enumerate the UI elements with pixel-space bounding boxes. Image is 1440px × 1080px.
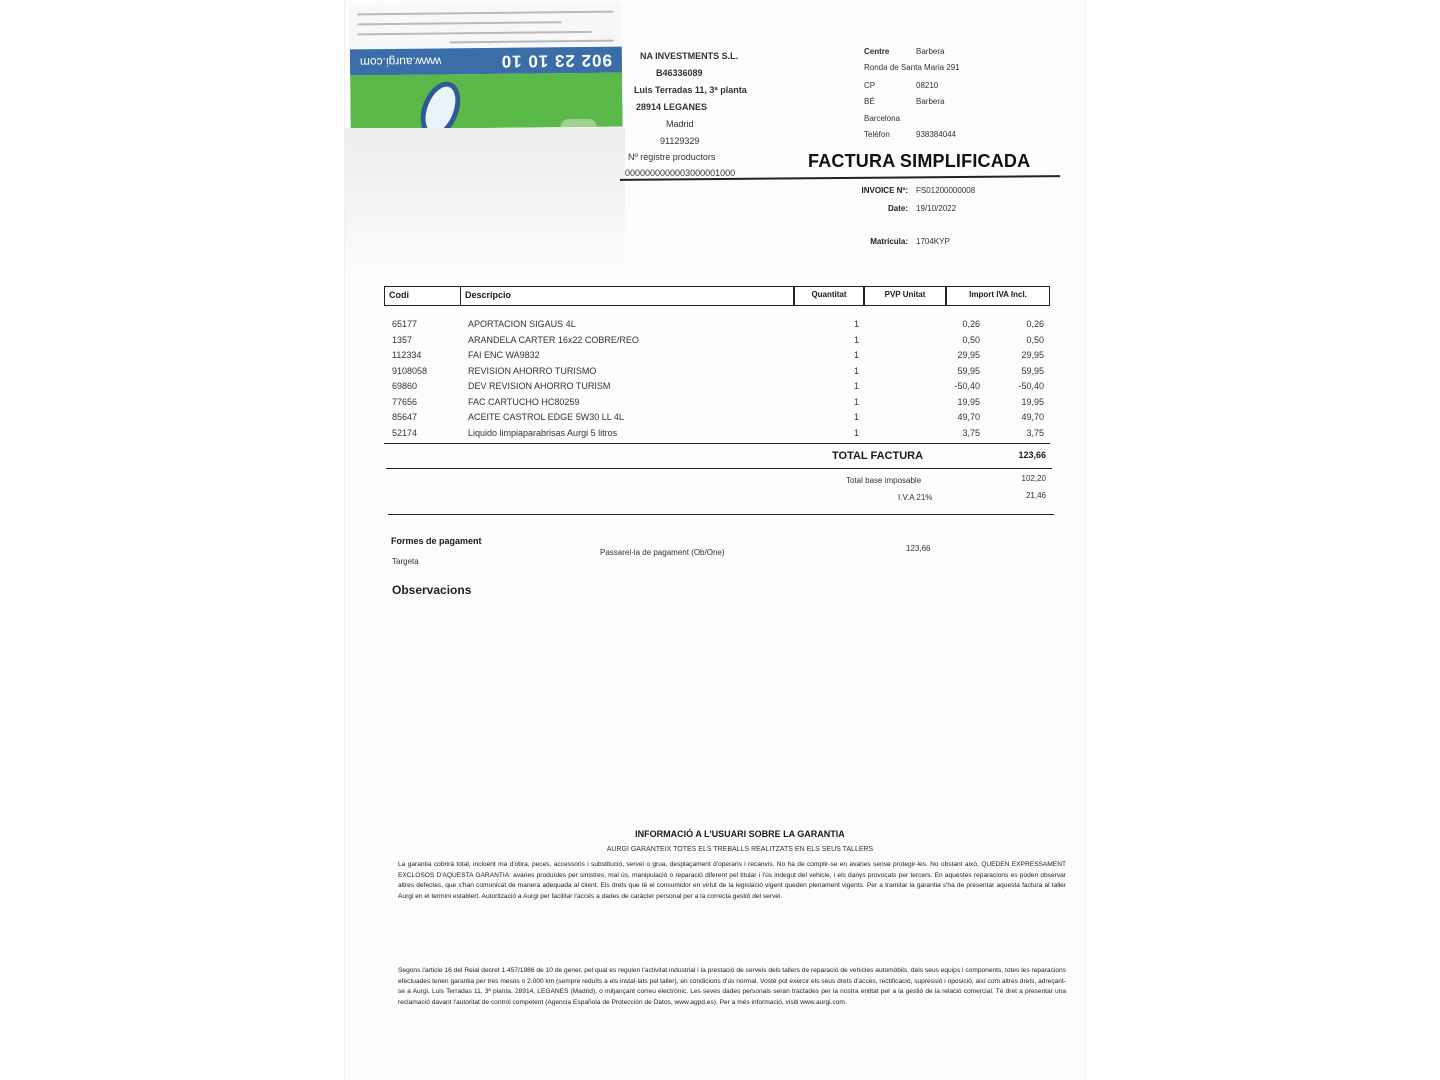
item-code: 77656 — [392, 396, 418, 407]
guarantee-subtitle: AURGI GARANTEIX TOTES ELS TREBALLS REALITZATS EN ELS SEUS TALLERS — [606, 846, 874, 853]
header-code: Codi — [384, 286, 462, 306]
total-rule — [386, 468, 1052, 469]
payment-gateway: Passarel·la de pagament (Ob/One) — [600, 548, 725, 557]
item-import: 0,50 — [1026, 334, 1044, 345]
item-code: 112334 — [392, 350, 422, 360]
company-registry-value: 0000000000003000001000 — [625, 168, 736, 178]
client-cp-label: CP — [864, 81, 876, 90]
item-quantity: 1 — [854, 334, 860, 345]
item-description: ACEITE CASTROL EDGE 5W30 LL 4L — [468, 412, 624, 422]
item-description: ARANDELA CARTER 16x22 COBRE/REO — [468, 334, 639, 345]
client-name-value: Barbera — [916, 47, 945, 56]
item-unit-price: 49,70 — [957, 412, 980, 422]
card-text-line — [358, 21, 562, 25]
item-unit-price: 59,95 — [957, 365, 980, 376]
client-phone-value: 938384044 — [916, 130, 957, 139]
total-value: 123,66 — [1018, 450, 1046, 460]
item-import: -50,40 — [1018, 381, 1044, 391]
iva-rule — [388, 514, 1054, 515]
company-city: 28914 LEGANES — [636, 102, 708, 112]
client-province: Barcelona — [864, 114, 901, 123]
item-import: 59,95 — [1021, 365, 1044, 376]
invoice-label: INVOICE Nº: — [861, 186, 908, 195]
item-import: 0,26 — [1026, 319, 1044, 329]
client-city-value: Barbera — [916, 97, 945, 106]
client-cp-value: 08210 — [916, 81, 939, 90]
table-row — [390, 428, 1050, 444]
item-import: 3,75 — [1026, 427, 1044, 438]
item-description: FAI ENC WA9832 — [468, 350, 540, 360]
base-value: 102,20 — [1021, 474, 1046, 483]
item-unit-price: -50,40 — [954, 381, 980, 391]
company-province: Madrid — [666, 119, 694, 129]
item-description: REVISION AHORRO TURISMO — [468, 365, 597, 376]
client-city-label: BÉ — [864, 97, 875, 106]
card-shadow — [345, 128, 625, 268]
table-row — [390, 412, 1050, 428]
client-address: Ronda de Santa Maria 291 — [864, 63, 960, 72]
card-text-line — [357, 11, 613, 16]
item-import: 49,70 — [1021, 412, 1044, 422]
item-description: FAC CARTUCHO HC80259 — [468, 396, 580, 407]
item-code: 1357 — [392, 334, 413, 345]
item-description: Liquido limpiaparabrisas Aurgi 5 litros — [468, 427, 618, 438]
table-row — [390, 397, 1050, 413]
document-title: FACTURA SIMPLIFICADA — [808, 151, 1031, 171]
item-unit-price: 0,26 — [962, 319, 980, 329]
iva-label: I.V.A 21% — [898, 493, 933, 502]
item-quantity: 1 — [854, 396, 860, 407]
card-green-panel — [350, 73, 623, 130]
invoice-value: FS01200000008 — [916, 186, 976, 195]
table-row — [390, 335, 1050, 351]
item-unit-price: 0,50 — [962, 334, 980, 345]
company-address: Luis Terradas 11, 3ª planta — [634, 85, 747, 95]
company-name: NA INVESTMENTS S.L. — [640, 51, 739, 61]
item-code: 65177 — [392, 319, 418, 329]
card-header — [349, 3, 621, 50]
payment-amount: 123,66 — [906, 544, 931, 553]
guarantee-title: INFORMACIÓ A L'USUARI SOBRE LA GARANTIA — [635, 829, 845, 839]
item-quantity: 1 — [854, 412, 860, 422]
item-description: APORTACION SIGAUS 4L — [468, 319, 576, 329]
plate-label: Matrícula: — [870, 237, 908, 246]
item-import: 19,95 — [1021, 396, 1044, 407]
date-label: Date: — [887, 204, 908, 213]
client-phone-label: Telèfon — [864, 130, 890, 139]
guarantee-paragraph: La garantia cobrirà total, incloent ma d'obra, peces, accessoris i substitució, servei o grua, desplaçament d'operaris i recanvis. No ha de complir-se en avaries sense protegir-les. No obstant això, QUEDEN EXPRESSAMENT EXCLOSOS D'AQUESTA GARANTIA: avaries produïdes per sinistres, mal ús, manipulació o reparació diferent pel titular i l'ús indegut del vehicle, i els danys provocats per tercers. En aquestes reparacions es poden observar altres defectes, que s'han comunicat de manera adequada al client. Els drets que té el consumidor en virtut de la legislació vigent queden plenament vigents. Per a tramitar la garantia s'ha de presentar aquesta factura al taller Aurgi en el termini establert. Autorització a Aurgi per facilitar l'accés a dades de caràcter personal per a la correcta gestió del servei. — [398, 861, 1066, 900]
item-quantity: 1 — [854, 381, 860, 391]
header-quantity: Quantitat — [794, 286, 864, 306]
card-website: www.aurgi.com — [359, 54, 442, 70]
item-unit-price: 3,75 — [962, 427, 980, 438]
date-value: 19/10/2022 — [916, 204, 957, 213]
iva-value: 21,46 — [1025, 491, 1046, 500]
company-registry-label: Nº registre productors — [628, 152, 716, 162]
table-end-rule — [384, 443, 1050, 444]
table-row — [390, 350, 1050, 366]
header-description: Descripcio — [460, 286, 794, 306]
item-code: 9108058 — [392, 365, 428, 376]
observations-heading: Observacions — [392, 583, 472, 597]
item-quantity: 1 — [854, 319, 860, 329]
total-label: TOTAL FACTURA — [832, 450, 924, 462]
item-import: 29,95 — [1021, 350, 1044, 360]
item-unit-price: 19,95 — [957, 396, 980, 407]
item-quantity: 1 — [854, 427, 860, 438]
plate-value: 1704KYP — [916, 237, 950, 246]
table-row — [390, 366, 1050, 382]
item-code: 69860 — [392, 381, 418, 391]
payment-heading: Formes de pagament — [391, 536, 482, 546]
company-cif: B46336089 — [656, 68, 703, 78]
item-quantity: 1 — [854, 365, 860, 376]
header-import: Import IVA Incl. — [946, 286, 1050, 306]
payment-method: Targeta — [392, 557, 419, 566]
company-phone: 91129329 — [660, 136, 700, 146]
item-description: DEV REVISION AHORRO TURISM — [468, 381, 611, 391]
card-text-line — [358, 31, 592, 35]
card-text-line — [450, 40, 614, 44]
table-row — [390, 319, 1050, 335]
brand-logo-icon — [413, 76, 468, 130]
table-row — [390, 381, 1050, 397]
item-unit-price: 29,95 — [957, 350, 980, 360]
card-band — [350, 47, 622, 76]
header-unit-price: PVP Unitat — [864, 286, 946, 306]
item-code: 52174 — [392, 427, 418, 438]
business-card — [349, 3, 622, 130]
card-phone: 902 23 10 10 — [500, 50, 613, 71]
guarantee-legal-paragraph: Segons l'article 16 del Reial decret 1.457/1986 de 10 de gener, pel qual es regulen l'activitat industrial i la prestació de serveis dels tallers de reparació de vehicles automòbils, dels seus equips i components, totes les reparacions efectuades tenen garantia per tres mesos o 2.000 km (sempre reduïts a els instal·lats pel taller), en condicions d'ús normal. Vostè pot exercir els seus drets d'accés, rectificació, supressió i oposició, així com altres drets, adreçant-se a Aurgi, Luis Terradas 11, 3ª planta, 28914, LEGANES (Madrid), o mitjançant correu electrònic. Les seves dades personals seran tractades per la nostra entitat per a la gestió de la relació comercial. Té dret a presentar una reclamació davant l'autoritat de control competent (Agencia Española de Protección de Datos, www.agpd.es). Per a més informació, visiti www.aurgi.com. — [398, 967, 1066, 1006]
item-code: 85647 — [392, 412, 418, 422]
base-label: Total base imposable — [846, 476, 922, 485]
client-name-label: Centre — [864, 47, 890, 56]
item-quantity: 1 — [854, 350, 860, 360]
